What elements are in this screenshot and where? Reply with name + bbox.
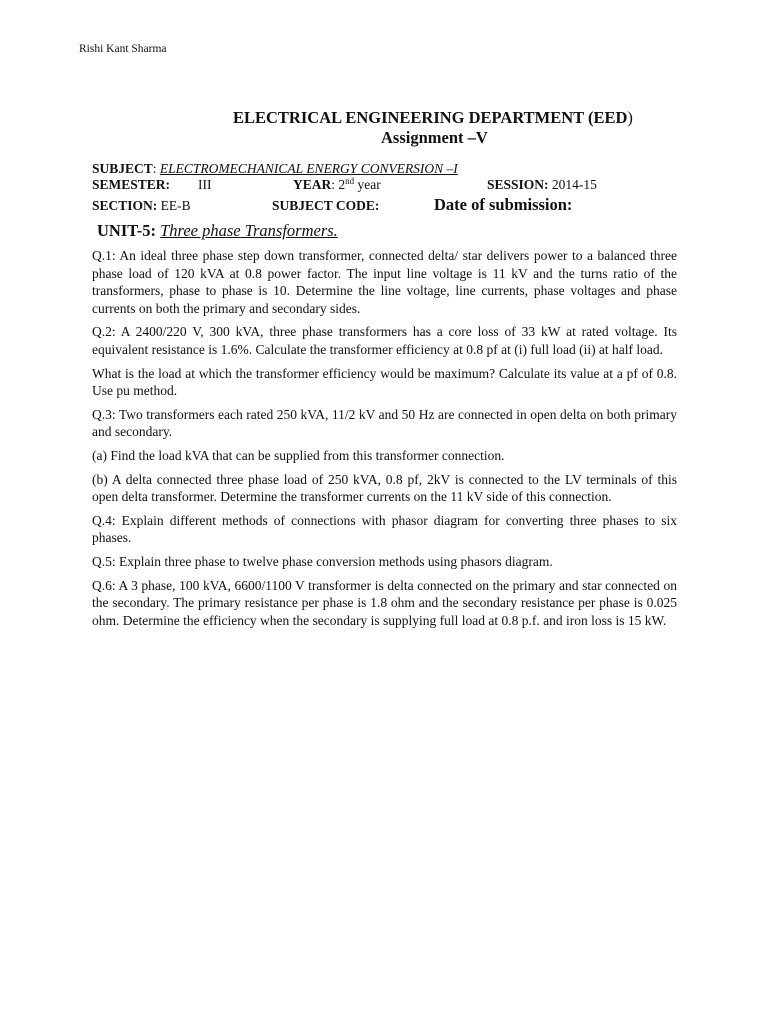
question-3: Q.3: Two transformers each rated 250 kVA, 11/2 kV and 50 Hz are connected in open delta on both primary and secondary.: [92, 406, 677, 440]
session-field: [487, 177, 597, 193]
subject-separator: :: [152, 161, 160, 176]
author-name: Rishi Kant Sharma: [79, 43, 167, 55]
question-3-part-a: (a) Find the load kVA that can be supplied from this transformer connection.: [92, 447, 505, 463]
questions-list: [92, 247, 677, 635]
department-title-text: ELECTRICAL ENGINEERING DEPARTMENT (EED: [233, 108, 628, 127]
unit-topic: Three phase Transformers.: [160, 221, 338, 240]
semester-label: SEMESTER:: [92, 177, 171, 192]
question-2-followup: What is the load at which the transformer efficiency would be maximum? Calculate its value at a pf of 0.8. Use pu method.: [92, 365, 677, 399]
question-2: Q.2: A 2400/220 V, 300 kVA, three phase transformers has a core loss of 33 kW at rated voltage. Its equivalent resistance is 1.6%. Calculate the transformer efficiency at 0.8 pf at (i) full load (ii) at half load.: [92, 324, 677, 357]
year-value-sup: nd: [345, 176, 355, 186]
unit-label: UNIT-5:: [97, 221, 161, 240]
year-value-post: year: [354, 177, 381, 192]
semester-row: [92, 177, 692, 195]
session-value: 2014-15: [548, 177, 597, 192]
question-3-part-b: (b) A delta connected three phase load of 250 kVA, 0.8 pf, 2kV is connected to the LV terminals of this open delta transformer. Determine the transformer currents on the 11 kV side of this connection.: [92, 471, 677, 505]
section-value: EE-B: [157, 198, 191, 213]
subject-code-label: SUBJECT CODE:: [272, 198, 380, 213]
question-1: Q.1: An ideal three phase step down transformer, connected delta/ star delivers power to a balanced three phase load of 120 kVA at 0.8 power factor. The input line voltage is 11 kV and the turns ratio of the transformers, phase to phase is 10. Determine the line voltage, line currents, phase voltages and phase currents on both the primary and secondary sides.: [92, 248, 677, 316]
year-field: [293, 177, 381, 193]
subject-row: [92, 161, 458, 177]
section-field: [92, 198, 191, 214]
semester-value: III: [198, 177, 212, 192]
session-label: SESSION:: [487, 177, 549, 192]
question-4: Q.4: Explain different methods of connections with phasor diagram for converting three phases to six phases.: [92, 512, 677, 546]
section-label: SECTION:: [92, 198, 158, 213]
subject-label: SUBJECT: [92, 161, 153, 176]
assignment-title: Assignment –V: [381, 128, 488, 147]
question-6: Q.6: A 3 phase, 100 kVA, 6600/1100 V transformer is delta connected on the primary and star connected on the secondary. The primary resistance per phase is 1.8 ohm and the secondary resistance per phase is 0.025 ohm. Determine the efficiency when the secondary is supplying full load at 0.8 p.f. and iron loss is 15 kW.: [92, 577, 677, 628]
department-title: [233, 108, 633, 128]
subject-value: ELECTROMECHANICAL ENERGY CONVERSION –I: [159, 161, 458, 176]
unit-heading: [97, 221, 338, 241]
section-row: [92, 198, 432, 216]
question-5: Q.5: Explain three phase to twelve phase conversion methods using phasors diagram.: [92, 553, 553, 569]
date-of-submission-label: Date of submission:: [434, 195, 573, 214]
year-label: YEAR: [293, 177, 332, 192]
department-title-close: ): [627, 108, 633, 127]
year-value-pre: : 2: [331, 177, 346, 192]
